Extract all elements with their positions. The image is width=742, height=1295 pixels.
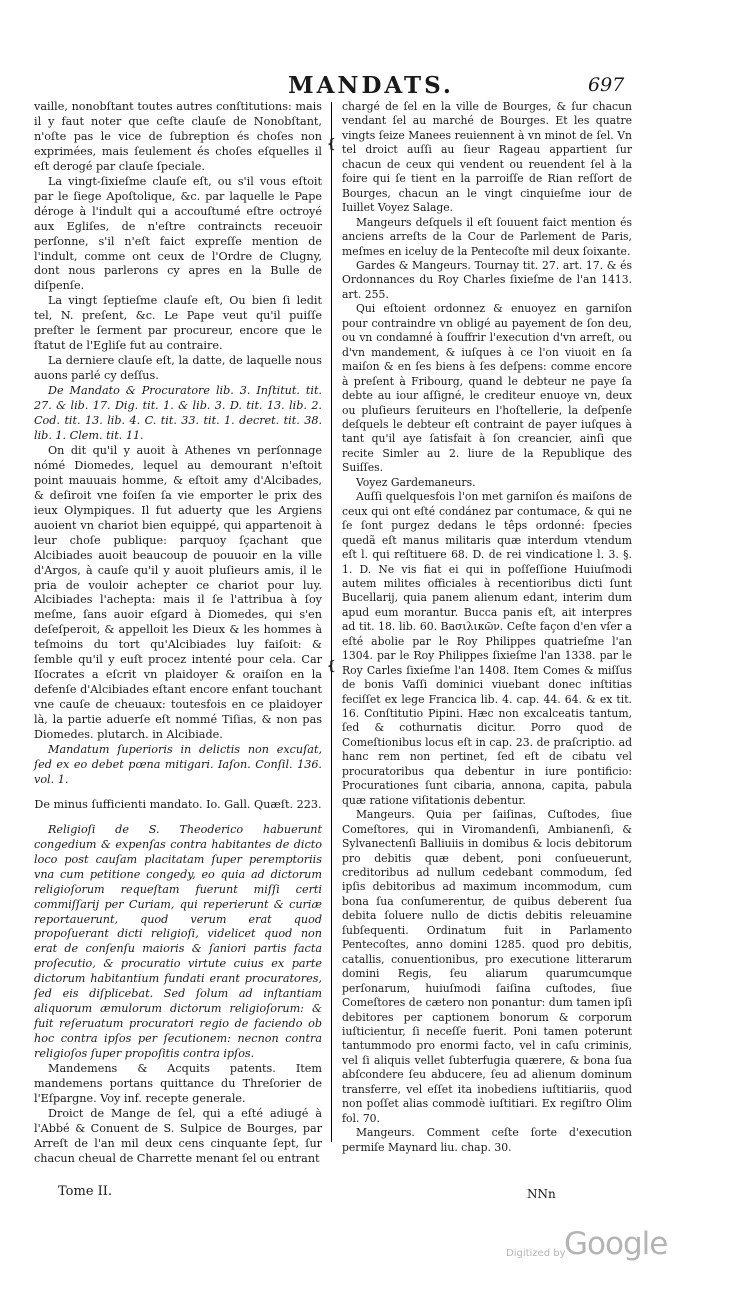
citation-paragraph: De Mandato & Procuratore lib. 3. Inſtitut. tit. 27. & lib. 17. Dig. tit. 1. & lib. 3. D. tit. 13. lib. 2. Cod. tit. 13. lib. 4. C. tit. 33. tit. 1. decret. tit. 38. lib. 1. Clem. tit. 11. [34, 384, 322, 442]
divider-ornament-mid: ❴ [326, 659, 337, 674]
paragraph: Voyez Gardemaneurs. [356, 475, 476, 489]
paragraph: On dit qu'il y auoit à Athenes vn perſonnage nómé Diomedes, lequel au demourant n'eſtoit point mauuais homme, & eſtoit amy d'Alcibades, & deſiroit vne foiſen ſa vie emporter le prix des ieux Olympiques. Il fut aduerty que les Argiens auoient vn chariot bien equippé, qui appartenoit à leur choſe publique: parquoy ſçachant que Alcibiades auoit beaucoup de pouuoir en la ville d'Argos, à cauſe qu'il y auoit pluſieurs amis, il le pria de vouloir achepter ce chariot pour luy. Alcibiades l'achepta: mais il ſe l'attribua à ſoy meſme, ſans auoir eſgard à Diomedes, qui s'en deſeſperoit, & appelloit les Dieux & les hommes à teſmoins du tort qu'Alcibiades luy faiſoit: & ſemble qu'il y euſt procez intenté pour cela. Car Iſocrates a eſcrit vn plaidoyer & oraiſon en la defenſe d'Alcibiades eſtant encore enfant touchant vne cauſe de cheuaux: toutesfois en ce plaidoyer là, la partie aduerſe eſt nommé Tiſias, & non pas Diomedes. plutarch. in Alcibiade. [34, 443, 323, 742]
paragraph: vaille, nonobſtant toutes autres conſtitutions: mais il y faut noter que ceſte clauſe de Nonobſtant, n'oſte pas le vice de ſubreption és choſes non exprimées, mais ſeulement és choſes eſquelles il eſt derogé par clauſe ſpeciale. [34, 100, 322, 173]
digitized-watermark [506, 1222, 706, 1266]
section-heading: De minus ſufficienti mandato. Io. Gall. Quæſt. 223. [34, 797, 322, 811]
latin-paragraph: Religioſi de S. Theoderico habuerunt congedium & expenſas contra habitantes de dicto loco post cauſam placitatam ſuper peremptoriis vna cum petitione congedy, eo quia ad dictorum religioſorum requeſtam fuerunt miſſi certi commiſſarij per Curiam, qui reperierunt & curiæ reportauerunt, quod verum erat quod propoſuerant dicti religioſi, videlicet quod non erat de conſenſu maioris & ſaniori partis facta proſecutio, & procuratio virtute cuius ex parte dictorum habitantium fundati erant procuratores, ſed eis diſplicebat. Sed ſolum ad inſtantiam aliquorum æmulorum dictorum religioſorum: & fuit reſeruatum procuratori regio de faciendo ob hoc contra ipſos per ſecutionem: necnon contra religioſos ſuper propoſitis contra ipſos. [34, 822, 322, 1061]
tome-label: Tome II. [58, 1184, 113, 1199]
paragraph: La derniere clauſe eſt, la datte, de laquelle nous auons parlé cy deſſus. [34, 354, 322, 383]
paragraph: chargé de ſel en la ville de Bourges, & ſur chacun vendant ſel au marché de Bourges. Et les quatre vingts ſeize Manees reuiennent à vn minot de ſel. Vn tel droict auſſi au ſieur Rageau appartient ſur chacun de ceux qui vendent ou reuendent ſel à la foire qui ſe tient en la parroiſſe de Rian reſſort de Bourges, chacun an le vingt cinquieſme iour de Iuillet Voyez Salage. [342, 100, 632, 215]
spacer [34, 788, 322, 798]
right-column [342, 100, 632, 1155]
running-head: MANDATS. [288, 72, 454, 99]
paragraph: La vingt ſeptieſme clauſe eſt, Ou bien ſi ledit tel, N. preſent, &c. Le Pape veut qu'il puiſſe preſter le ſerment par procureur, encore que le ſtatut de l'Egliſe fut au contraire. [34, 294, 322, 353]
paragraph: Mandemens & Acquits patents. Item mandemens portans quittance du Threſorier de l'Eſpargne. Voy inf. recepte generale. [34, 1062, 322, 1105]
signature-mark: NNn [527, 1187, 556, 1201]
divider-ornament-top: ❴ [326, 137, 337, 152]
paragraph: Droict de Mange de ſel, qui a eſté adiugé à l'Abbé & Conuent de S. Sulpice de Bourges, par Arreſt de l'an mil deux cens cinquante ſept, ſur chacun cheual de Charrette menant ſel ou entrant [34, 1106, 322, 1165]
spacer [34, 813, 322, 823]
paragraph: Qui eſtoient ordonnez & enuoyez en garniſon pour contraindre vn obligé au payement de ſon deu, ou vn condamné à ſouffrir l'execution d'vn arreſt, ou d'vn mandement, & iuſques à ce l'on viuoit en ſa maiſon & en ſes biens à ſes deſpens: comme encore à preſent à Fribourg, quand le debteur ne paye ſa debte au iour aſſigné, le crediteur enuoye vn, deux ou pluſieurs ſeruiteurs en l'hoſtellerie, la deſpenſe deſquels le debteur eſt contraint de payer iuſques à tant qu'il aye ſatisfait à ſon creancier, ainſi que recite Simler au 2. liure de la Republique des Suiſſes. [342, 302, 632, 475]
column-divider [331, 102, 332, 1142]
paragraph: Mangeurs. Comment ceſte ſorte d'execution permiſe Maynard liu. chap. 30. [342, 1126, 632, 1154]
citation-paragraph: Mandatum ſuperioris in delictis non excuſat, ſed ex eo debet pœna mitigari. Iaſon. Conſil. 136. vol. 1. [34, 742, 322, 786]
page-number: 697 [588, 74, 625, 96]
paragraph: Auſſi quelquesfois l'on met garniſon és maiſons de ceux qui ont eſté condánez par contumace, & qui ne ſe ſont purgez dedans le têps ordonné: ſpecies quedã eſt manus militaris quæ interdum vtendum eſt l. qui reſtituere 68. D. de rei vindicatione l. 3. §. 1. D. Ne vis fiat ei qui in poſſeſſione Huiuſmodi autem milites officiales à recentioribus dicti ſunt Bucellarij, quia panem alienum edant, interim dum apud eum morantur. Bucca panis eſt, ait interpres ad tit. 18. lib. 60. Baσιλικῶν. Ceſte façon d'en vſer a eſté abolie par le Roy Philippes quatrieſme l'an 1304. par le Roy Philippes ſixieſme l'an 1338. par le Roy Carles ſixieſme l'an 1408. Item Comes & miſſus de bonis Vaſſi dominici viuebant donec inſtitias feciſſet ex lege Francica lib. 4. cap. 44. 64. & ex tit. 16. Conſtitutio Pipini. Hæc non excalceatis tantum, ſed & cothurnatis dicitur. Porro quod de Comeſtionibus locus eſt in cap. 23. de praſcriptio. ad hanc rem non pertinet, ſed eſt de cibatu vel procuratoribus qua debentur in iure pontificio: Procurationes ſunt cibaria, annona, capita, pabula quæ ratione viſitationis debentur. [342, 490, 632, 807]
digitized-by-text: Digitized by [506, 1248, 566, 1259]
left-column [34, 100, 322, 1167]
paragraph: La vingt-ſixieſme clauſe eſt, ou s'il vous eſtoit par le ſiege Apoſtolique, &c. par laquelle le Pape déroge à l'indult qui a accouſtumé eſtre octroyé aux Egliſes, de n'eſtre contraincts receuoir perſonne, s'il n'eſt faict expreſſe mention de l'indult, comme ont ceux de l'Ordre de Clugny, dont nous parlerons cy apres en la Bulle de diſpenſe. [34, 174, 322, 293]
paragraph: Mangeurs. Quia per ſaiſinas, Cuſtodes, ſiue Comeſtores, qui in Viromandenſi, Ambianenſi, & Sylvanectenſi Balliuiis in domibus & locis debitorum pro debitis quæ debent, poni conſueuerunt, creditoribus ad nullum cedebant commodum, ſed ipſis debitoribus ad maximum incommodum, cum bona ſua conſumerentur, de quibus deberent ſua debita ſoluere nullo de dictis debitis releuamine ſubſequenti. Ordinatum fuit in Parlamento Pentecoſtes, anno domini 1285. quod pro debitis, catallis, conuentionibus, pro executione litterarum domini Regis, ſeu aliarum quarumcumque perſonarum, huiuſmodi ſaiſina cuſtodes, ſiue Comeſtores de cætero non ponantur: dum tamen ipſi debitores per captionem bonorum & corporum iuſticientur, ſi neceſſe fuerit. Poni tamen poterunt tantummodo pro enormi facto, vel in caſu criminis, vel ſi aliquis vellet ſubterfugia quærere, & bona ſua abſcondere ſeu abducere, ſeu ad alienum dominum transferre, vel eſſet ita inobediens iuſtitiariis, quod non poſſet alias commodè iuſtitiari. Ex regiſtro Olim fol. 70. [342, 808, 632, 1125]
paragraph: Gardes & Mangeurs. Tournay tit. 27. art. 17. & és Ordonnances du Roy Charles ſixieſme de l'an 1413. art. 255. [342, 258, 632, 301]
google-logo-text: Google [564, 1226, 668, 1262]
paragraph: Mangeurs deſquels il eſt ſouuent faict mention és anciens arreſts de la Cour de Parlement de Paris, meſmes en iceluy de la Pentecoſte mil deux ſoixante. [342, 215, 632, 258]
